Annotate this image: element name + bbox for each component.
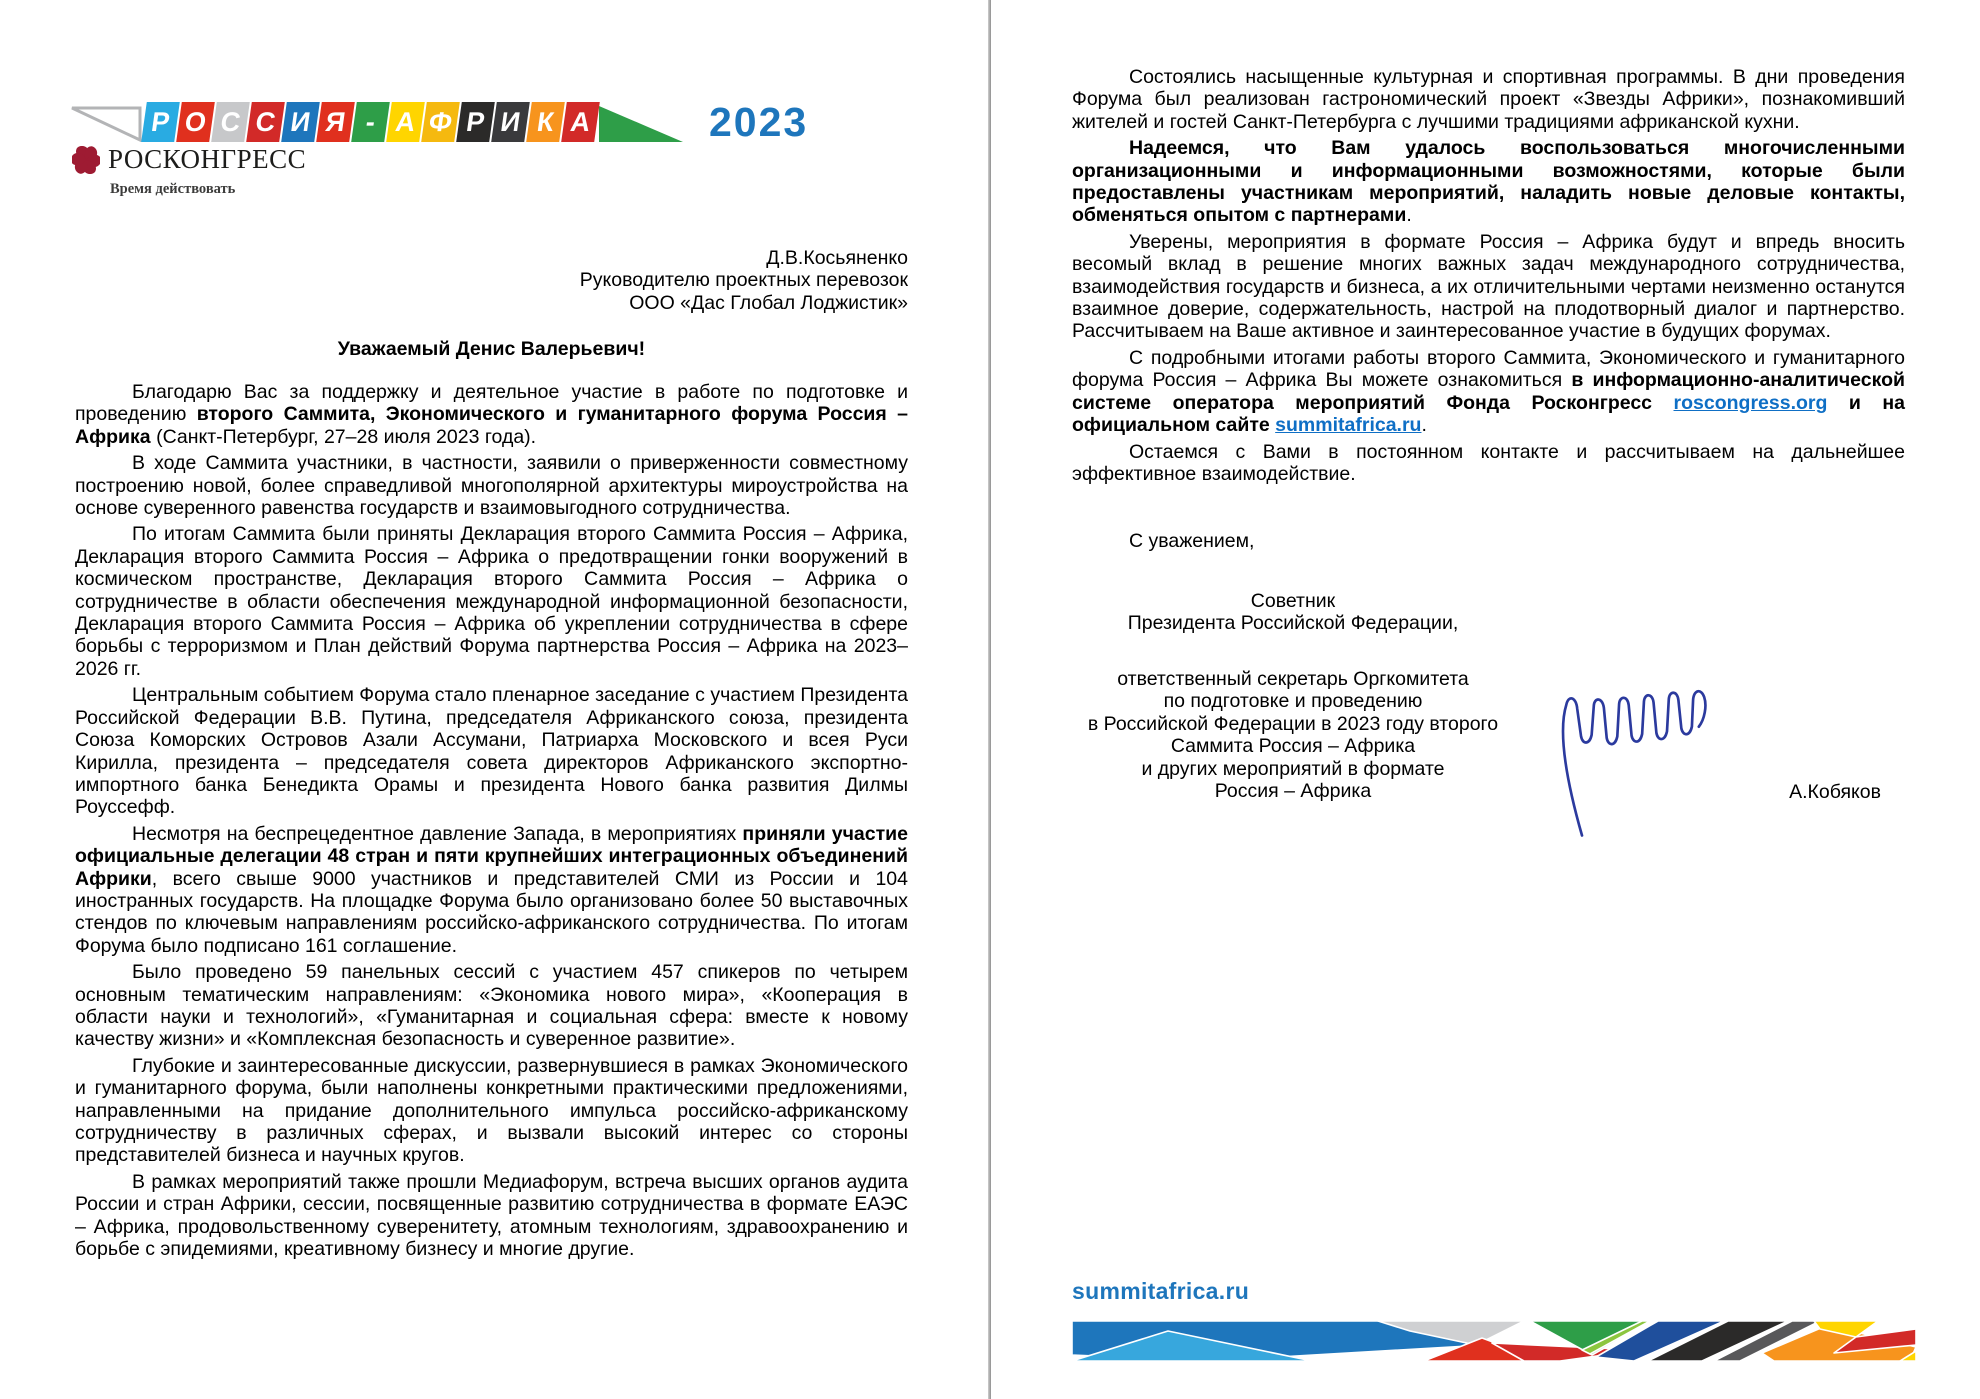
roscongress-wordmark: РОСКОНГРЕСС (108, 144, 307, 174)
text-run: Было проведено 59 панельных сессий с участием 457 спикеров по четырем основным тематическим направлениям: «Экономика нового мира», «Кооперация в области науки и технологий», «Гуманитарная и социальная сфера: вместе к новому качеству жизни» и «Комплексная безопасность и суверенное развитие». (75, 961, 908, 1051)
paragraph (1072, 231, 1905, 343)
footer-stripe (1072, 1318, 1916, 1364)
text-line: Президента Российской Федерации, (1127, 612, 1459, 635)
text-run: и на официальном сайте (1072, 391, 1905, 437)
paragraph (75, 684, 908, 818)
logo-letter-tile: О (176, 102, 215, 142)
roscongress-tagline: Время действовать (110, 181, 236, 197)
text-run: По итогам Саммита были приняты Декларация второго Саммита Россия – Африка, Декларация второго Саммита Россия – Африка о предотвращении гонки вооружений в космическом пространстве, Декларация второго Саммита Россия – Африка о сотрудничестве в области обеспечения международной информационной безопасности, Декларация второго Саммита Россия – Африка об укреплении сотрудничества в сфере борьбы с терроризмом и План действий Форума партнерства Россия – Африка на 2023–2026 гг. (75, 523, 908, 680)
text-run: Глубокие и заинтересованные дискуссии, развернувшиеся в рамках Экономического и гуманитарного форума, были наполнены конкретными практическими предложениями, направленными на придание дополнительного импульса российско-африканскому сотрудничеству в различных сферах, и вызвали высокий интерес со стороны представителей бизнеса и научных кругов. (75, 1054, 908, 1167)
salutation: Уважаемый Денис Валерьевич! (337, 338, 646, 360)
text-line: ООО «Дас Глобал Лоджистик» (629, 291, 908, 314)
paragraph (1072, 137, 1905, 227)
text-run: , всего свыше 9000 участников и представителей СМИ из России и 104 иностранных государств. На площадке Форума было организовано более 50 выставочных стендов по ключевым направлениям российско-африканского сотрудничества. По итогам Форума было подписано 161 соглашение. (75, 867, 908, 957)
logo-letter-tile: С (211, 102, 250, 142)
logo-letter-tile: Р (141, 102, 180, 142)
text-run: . (1421, 414, 1427, 437)
text-line: Саммита Россия – Африка (1170, 735, 1416, 758)
logo-letter-tile: Р (456, 102, 495, 142)
logo-flag-icon (70, 102, 144, 142)
text-run: (Санкт-Петербург, 27–28 июля 2023 года). (150, 425, 537, 448)
text-line: Руководителю проектных перевозок (579, 269, 908, 292)
text-run: в информационно-аналитической системе оператора мероприятий Фонда Росконгресс (1072, 369, 1905, 414)
footer-site-url: summitafrica.ru (1072, 1278, 1250, 1304)
paragraph (1072, 66, 1905, 133)
text-line: ответственный секретарь Оргкомитета (1117, 668, 1469, 690)
logo-letter-tile: Ф (421, 102, 460, 142)
logo-letter-tile: И (491, 102, 530, 142)
paragraph (75, 381, 908, 448)
addressee-block (380, 247, 908, 314)
text-line: и других мероприятий в формате (1141, 757, 1445, 780)
paragraph (75, 961, 908, 1051)
roscongress-link[interactable]: roscongress.org (1673, 391, 1828, 414)
text-run: Состоялись насыщенные культурная и спортивная программы. В дни проведения Форума был реализован гастрономический проект «Звезды Африки», познакомивший жителей и гостей Санкт-Петербурга с лучшими традициями африканской кухни. (1072, 66, 1905, 133)
signer-title-top (1078, 590, 1508, 635)
logo-letter-tile: С (246, 102, 285, 142)
page-divider (988, 0, 991, 1399)
text-run: второго Саммита, Экономического и гуманитарного форума Россия – Африка (75, 403, 908, 448)
signer-name: А.Кобяков (1789, 781, 1881, 803)
text-line: в Российской Федерации в 2023 году второго (1087, 712, 1499, 735)
logo-letter-tile: К (526, 102, 565, 142)
text-run: В рамках мероприятий также прошли Медиафорум, встреча высших органов аудита России и стран Африки, сессии, посвященные развитию сотрудничества в формате ЕАЭС – Африка, продовольственному суверенитету, атомным технологиям, здравоохранению и борьбе с эпидемиями, креативному бизнесу и многие другие. (75, 1170, 908, 1261)
logo-letter-tile: И (281, 102, 320, 142)
text-run: Центральным событием Форума стало пленарное заседание с участием Президента Российской Федерации В.В. Путина, председателя Африканского союза, президента Союза Коморских Островов Азали Ассумани, Патриарха Московского и всея Руси Кирилла, президента – председателя совета директоров Африканского экспортно-импортного банка Бенедикта Орамы и президента Нового банка развития Дилмы Роуссефф. (75, 684, 909, 819)
roscongress-pinwheel-icon (72, 146, 100, 174)
text-run: Благодарю Вас за поддержку и деятельное участие в работе по подготовке и проведению (75, 381, 908, 426)
logo-year: 2023 (709, 99, 809, 145)
logo-letter-tile: А (386, 102, 425, 142)
paragraph (75, 1055, 908, 1167)
text-line: Д.В.Косьяненко (766, 247, 908, 269)
text-run: приняли участие официальные делегации 48 стран и пяти крупнейших интеграционных объединений Африки (75, 822, 908, 890)
roscongress-logo (72, 144, 306, 175)
text-run: . (1406, 204, 1412, 227)
paragraph (1072, 347, 1905, 437)
text-line: Советник (1250, 590, 1336, 612)
letter-body-page2 (1072, 66, 1905, 489)
summitafrica-link[interactable]: summitafrica.ru (1275, 414, 1422, 437)
text-line: по подготовке и проведению (1163, 690, 1423, 713)
paragraph (1072, 441, 1905, 486)
signer-title-bottom (1078, 668, 1508, 802)
paragraph (75, 452, 908, 519)
paragraph (75, 1171, 908, 1261)
text-run: В ходе Саммита участники, в частности, заявили о приверженности совместному построению новой, более справедливой многополярной архитектуры мироустройства на основе суверенного равенства государств и взаимовыгодного сотрудничества. (75, 452, 908, 520)
signature-ink-image (1538, 622, 1733, 822)
paragraph (75, 823, 908, 957)
text-line: Россия – Африка (1214, 780, 1372, 803)
text-run: Остаемся с Вами в постоянном контакте и рассчитываем на дальнейшее эффективное взаимодействие. (1072, 440, 1905, 485)
paragraph (75, 523, 908, 680)
logo-letter-tile: А (561, 102, 600, 142)
russia-africa-logo (70, 99, 809, 145)
letter-page-2 (990, 0, 1980, 1399)
logo-letter-tile: - (351, 102, 390, 142)
letter-body-page1 (75, 381, 908, 1264)
text-run: С подробными итогами работы второго Саммита, Экономического и гуманитарного форума Россия – Африка Вы можете ознакомиться (1072, 346, 1905, 392)
text-run: Уверены, мероприятия в формате Россия – Африка будут и впредь вносить весомый вклад в решение многих важных задач международного сотрудничества, взаимодействия государств и бизнеса, а их отличительными чертами неизменно останутся взаимное доверие, содержательность, настрой на плодотворный диалог и партнерство. Рассчитываем на Ваше активное и заинтересованное участие в будущих форумах. (1072, 230, 1905, 343)
closing-phrase: С уважением, (1129, 530, 1255, 552)
logo-green-triangle-icon (599, 102, 683, 142)
logo-letter-tiles (144, 102, 599, 142)
text-run: Надеемся, что Вам удалось воспользоваться многочисленными организационными и информационными возможностями, которые были предоставлены участникам мероприятий, наладить новые деловые контакты, обменяться опытом с партнерами (1072, 137, 1905, 227)
text-run: Несмотря на беспрецедентное давление Запада, в мероприятиях (132, 822, 743, 845)
logo-letter-tile: Я (316, 102, 355, 142)
